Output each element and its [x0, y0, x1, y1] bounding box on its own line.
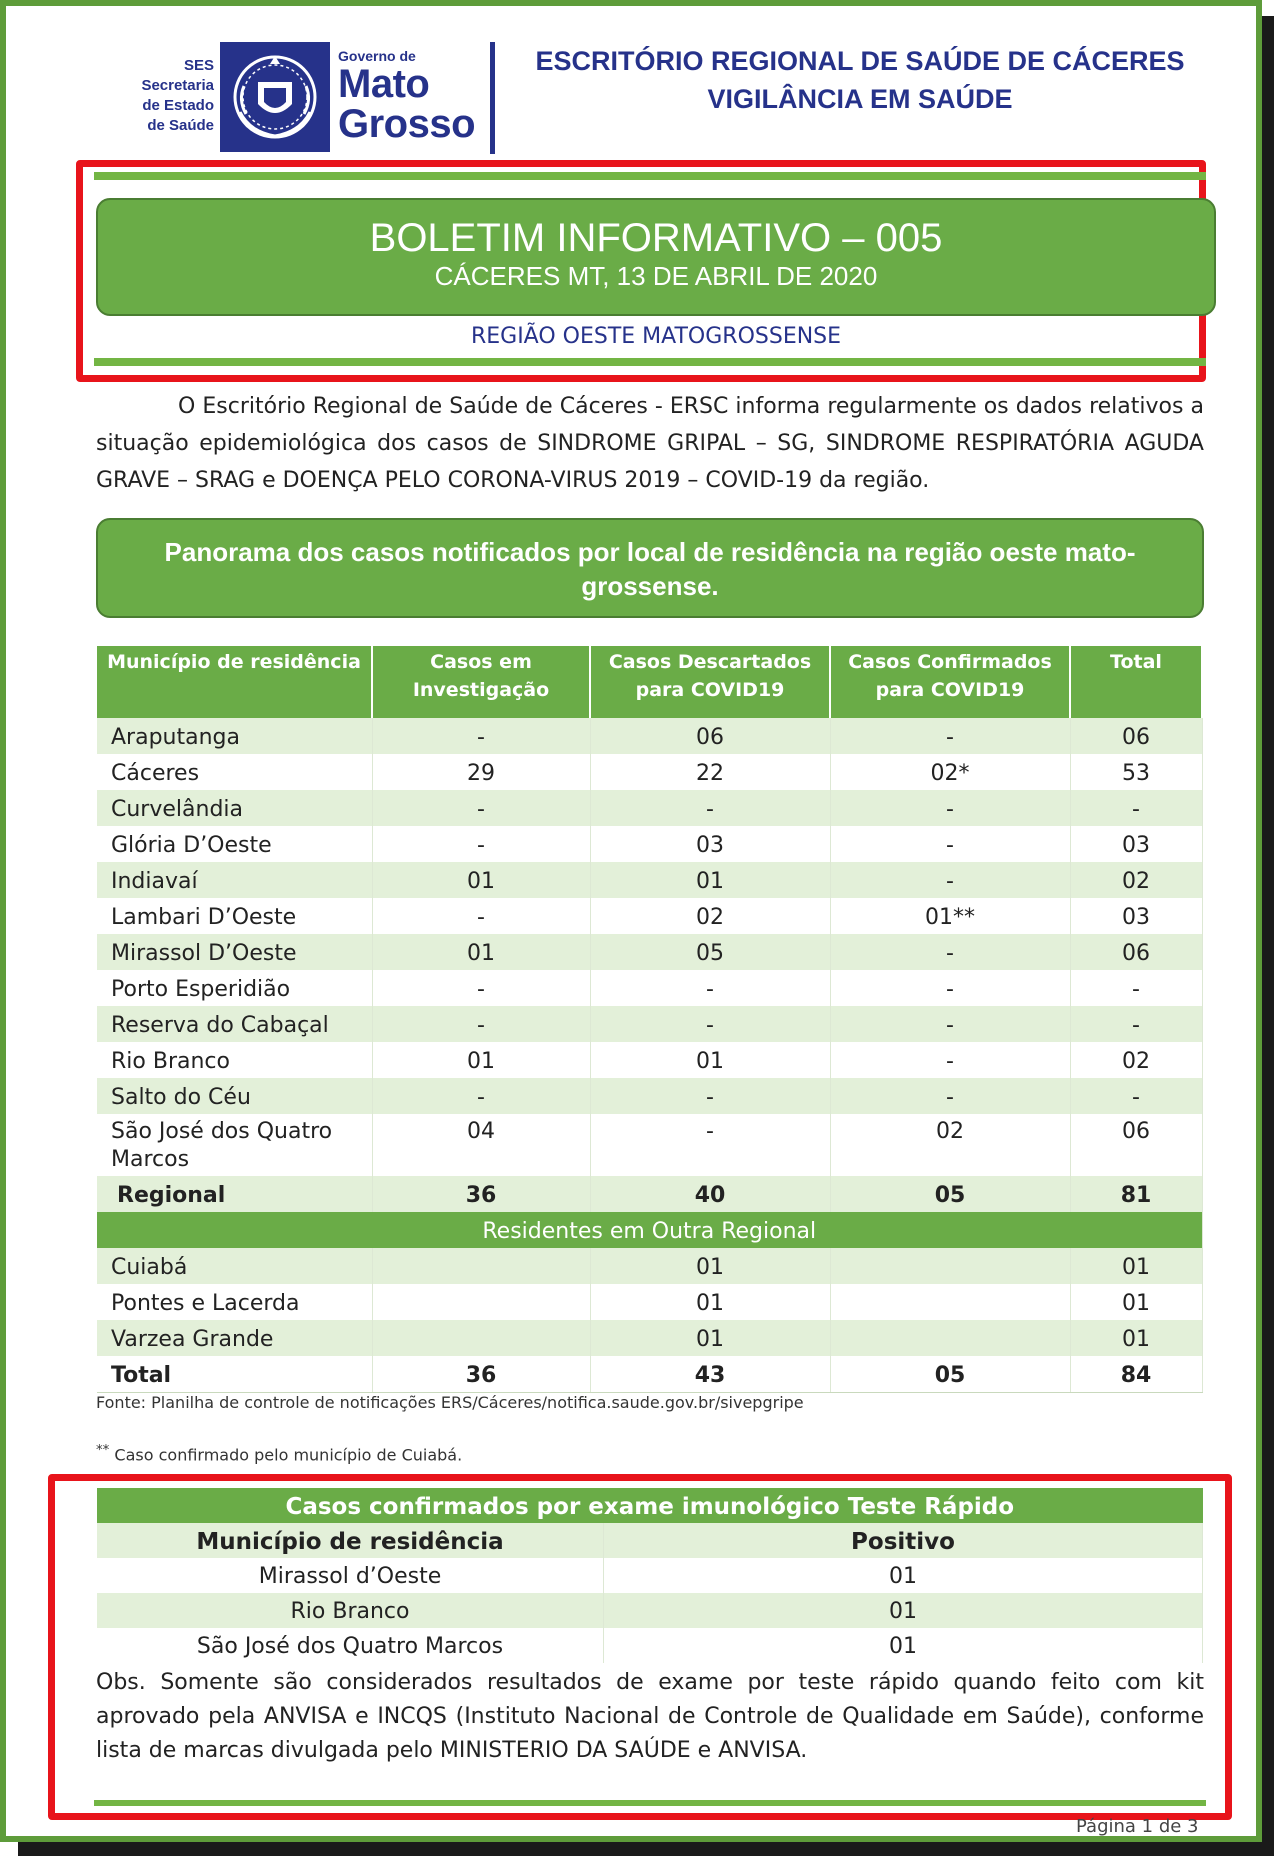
municipality-cell: Total	[97, 1356, 372, 1393]
value-cell: -	[830, 718, 1070, 754]
value-cell: 01	[590, 1042, 830, 1078]
value-cell: -	[830, 934, 1070, 970]
value-cell: -	[590, 1078, 830, 1114]
rapid-col-header: Município de residência	[97, 1523, 604, 1558]
value-cell: 02	[1070, 1042, 1202, 1078]
header-divider	[490, 42, 495, 154]
observation-paragraph: Obs. Somente são considerados resultados de exame por teste rápido quando feito com kit aprovado pela ANVISA e INCQS (Instituto Nacional de Controle de Qualidade em Saúde), conforme lista de marcas divulgada pelo MINISTERIO DA SAÚDE e ANVISA.	[96, 1670, 1204, 1763]
source-note: Fonte: Planilha de controle de notificações ERS/Cáceres/notifica.saude.gov.br/sivepgripe	[96, 1393, 804, 1412]
table-row	[97, 790, 1202, 826]
section-row	[97, 1212, 1202, 1248]
gov-name-line2: Grosso	[338, 102, 476, 146]
rapid-title: Casos confirmados por exame imunológico Teste Rápido	[97, 1488, 1203, 1523]
value-cell: 01**	[830, 898, 1070, 934]
region-label: REGIÃO OESTE MATOGROSSENSE	[470, 324, 842, 349]
rapid-test-table	[97, 1488, 1203, 1663]
page-number: Página 1 de 3	[1076, 1816, 1199, 1837]
value-cell: 84	[1070, 1356, 1202, 1393]
col-header: Total	[1070, 646, 1202, 718]
value-cell: -	[590, 1114, 830, 1176]
value-cell: -	[590, 1006, 830, 1042]
gov-name-line1: Mato	[338, 62, 430, 106]
value-cell: -	[372, 826, 590, 862]
value-cell: 05	[830, 1176, 1070, 1212]
value-cell: -	[830, 1006, 1070, 1042]
footnote	[96, 1440, 462, 1466]
municipality-cell: Cuiabá	[97, 1248, 372, 1284]
value-cell: -	[830, 826, 1070, 862]
value-cell: 01	[1070, 1248, 1202, 1284]
value-cell: -	[372, 1078, 590, 1114]
municipality-cell: Rio Branco	[97, 1042, 372, 1078]
table-header-row	[97, 646, 1202, 718]
municipality-cell: São José dos Quatro Marcos	[97, 1628, 604, 1663]
value-cell: 01	[590, 1248, 830, 1284]
value-cell: -	[372, 898, 590, 934]
municipality-cell: Indiavaí	[97, 862, 372, 898]
value-cell: 29	[372, 754, 590, 790]
value-cell	[372, 1284, 590, 1320]
value-cell: -	[590, 970, 830, 1006]
value-cell: -	[1070, 1006, 1202, 1042]
municipality-cell: São José dos Quatro Marcos	[97, 1114, 372, 1176]
table-row	[97, 862, 1202, 898]
value-cell: 06	[1070, 934, 1202, 970]
value-cell: 06	[1070, 1114, 1202, 1176]
value-cell: -	[830, 1042, 1070, 1078]
col-header: Casos Descartados para COVID19	[590, 646, 830, 718]
header-title-line1: ESCRITÓRIO REGIONAL DE SAÚDE DE CÁCERES	[535, 46, 1185, 76]
value-cell: -	[1070, 790, 1202, 826]
table-row	[97, 1284, 1202, 1320]
value-cell: -	[830, 790, 1070, 826]
value-cell	[830, 1320, 1070, 1356]
rapid-title-row	[97, 1488, 1203, 1523]
municipality-cell: Araputanga	[97, 718, 372, 754]
value-cell: 05	[830, 1356, 1070, 1393]
rapid-col-header: Positivo	[604, 1523, 1203, 1558]
municipality-cell: Varzea Grande	[97, 1320, 372, 1356]
value-cell: 43	[590, 1356, 830, 1393]
panorama-banner: Panorama dos casos notificados por local de residência na região oeste mato-grossense.	[96, 518, 1204, 618]
value-cell: 02*	[830, 754, 1070, 790]
value-cell: -	[372, 970, 590, 1006]
value-cell: 01	[590, 1284, 830, 1320]
value-cell	[830, 1284, 1070, 1320]
table-row	[97, 826, 1202, 862]
value-cell: 03	[1070, 898, 1202, 934]
boletim-date: CÁCERES MT, 13 DE ABRIL DE 2020	[434, 261, 878, 291]
value-cell: 02	[590, 898, 830, 934]
value-cell: 01	[372, 862, 590, 898]
value-cell: -	[830, 970, 1070, 1006]
table-row	[97, 1320, 1202, 1356]
value-cell: 01	[1070, 1284, 1202, 1320]
table-row	[97, 970, 1202, 1006]
municipality-cell: Pontes e Lacerda	[97, 1284, 372, 1320]
value-cell: 06	[590, 718, 830, 754]
boletim-title: BOLETIM INFORMATIVO – 005	[369, 216, 943, 260]
green-rule	[94, 172, 1206, 180]
value-cell	[372, 1320, 590, 1356]
table-row	[97, 1114, 1202, 1176]
table-row	[97, 1558, 1203, 1593]
value-cell: 02	[830, 1114, 1070, 1176]
value-cell: -	[372, 790, 590, 826]
gov-small-text: Governo de	[338, 48, 416, 64]
ses-label	[124, 56, 214, 136]
header-title-line2: VIGILÂNCIA EM SAÚDE	[707, 84, 1013, 114]
municipality-cell: Lambari D’Oeste	[97, 898, 372, 934]
coat-of-arms-icon	[220, 42, 330, 152]
table-row	[97, 754, 1202, 790]
table-row	[97, 1078, 1202, 1114]
value-cell: 53	[1070, 754, 1202, 790]
value-cell: 01	[1070, 1320, 1202, 1356]
value-cell: -	[830, 862, 1070, 898]
value-cell: -	[590, 790, 830, 826]
value-cell	[830, 1248, 1070, 1284]
table-row	[97, 1006, 1202, 1042]
positive-cell: 01	[604, 1558, 1203, 1593]
intro-paragraph: O Escritório Regional de Saúde de Cáceres - ERSC informa regularmente os dados relativos a situação epidemiológica dos casos de SINDROME GRIPAL – SG, SINDROME RESPIRATÓRIA AGUDA GRAVE – SRAG e DOENÇA PELO CORONA-VIRUS 2019 – COVID-19 da região.	[96, 394, 1204, 493]
value-cell: 06	[1070, 718, 1202, 754]
value-cell: 05	[590, 934, 830, 970]
value-cell: 01	[590, 862, 830, 898]
footnote-mark: **	[96, 1443, 110, 1458]
footnote-text: Caso confirmado pelo município de Cuiabá.	[109, 1445, 463, 1465]
value-cell: -	[1070, 970, 1202, 1006]
table-row	[97, 1042, 1202, 1078]
value-cell: 02	[1070, 862, 1202, 898]
municipality-cell: Reserva do Cabaçal	[97, 1006, 372, 1042]
value-cell: -	[372, 718, 590, 754]
municipality-cell: Salto do Céu	[97, 1078, 372, 1114]
municipality-cell: Mirassol d’Oeste	[97, 1558, 604, 1593]
col-header: Casos Confirmados para COVID19	[830, 646, 1070, 718]
positive-cell: 01	[604, 1593, 1203, 1628]
governo-mato-grosso-logo	[338, 48, 488, 148]
table-row	[97, 1176, 1202, 1212]
value-cell: -	[1070, 1078, 1202, 1114]
value-cell: 01	[372, 1042, 590, 1078]
value-cell: 01	[372, 934, 590, 970]
col-header: Município de residência	[97, 646, 372, 718]
table-row	[97, 1356, 1202, 1393]
green-rule	[94, 358, 1206, 366]
boletim-banner	[96, 198, 1216, 316]
value-cell: 36	[372, 1176, 590, 1212]
value-cell: -	[372, 1006, 590, 1042]
cases-table	[97, 646, 1203, 1393]
value-cell: 04	[372, 1114, 590, 1176]
coat-of-arms-logo	[220, 42, 330, 152]
green-rule	[94, 1800, 1206, 1806]
table-row	[97, 1593, 1203, 1628]
table-row	[97, 718, 1202, 754]
municipality-cell: Cáceres	[97, 754, 372, 790]
municipality-cell: Rio Branco	[97, 1593, 604, 1628]
value-cell: 81	[1070, 1176, 1202, 1212]
section-label: Residentes em Outra Regional	[97, 1212, 1202, 1248]
value-cell: -	[830, 1078, 1070, 1114]
col-header: Casos em Investigação	[372, 646, 590, 718]
value-cell: 40	[590, 1176, 830, 1212]
table-row	[97, 898, 1202, 934]
table-row	[97, 1248, 1202, 1284]
table-row	[97, 1628, 1203, 1663]
ses-line: SES	[183, 57, 214, 74]
table-row	[97, 934, 1202, 970]
municipality-cell: Regional	[97, 1176, 372, 1212]
value-cell: 22	[590, 754, 830, 790]
ses-line: Secretaria	[141, 77, 214, 94]
municipality-cell: Porto Esperidião	[97, 970, 372, 1006]
value-cell: 01	[590, 1320, 830, 1356]
value-cell: 03	[1070, 826, 1202, 862]
municipality-cell: Curvelândia	[97, 790, 372, 826]
header-title	[510, 42, 1210, 118]
ses-line: de Estado	[142, 97, 214, 114]
rapid-header-row	[97, 1523, 1203, 1558]
municipality-cell: Glória D’Oeste	[97, 826, 372, 862]
positive-cell: 01	[604, 1628, 1203, 1663]
value-cell: 03	[590, 826, 830, 862]
ses-line: de Saúde	[147, 117, 214, 134]
value-cell: 36	[372, 1356, 590, 1393]
value-cell	[372, 1248, 590, 1284]
municipality-cell: Mirassol D’Oeste	[97, 934, 372, 970]
